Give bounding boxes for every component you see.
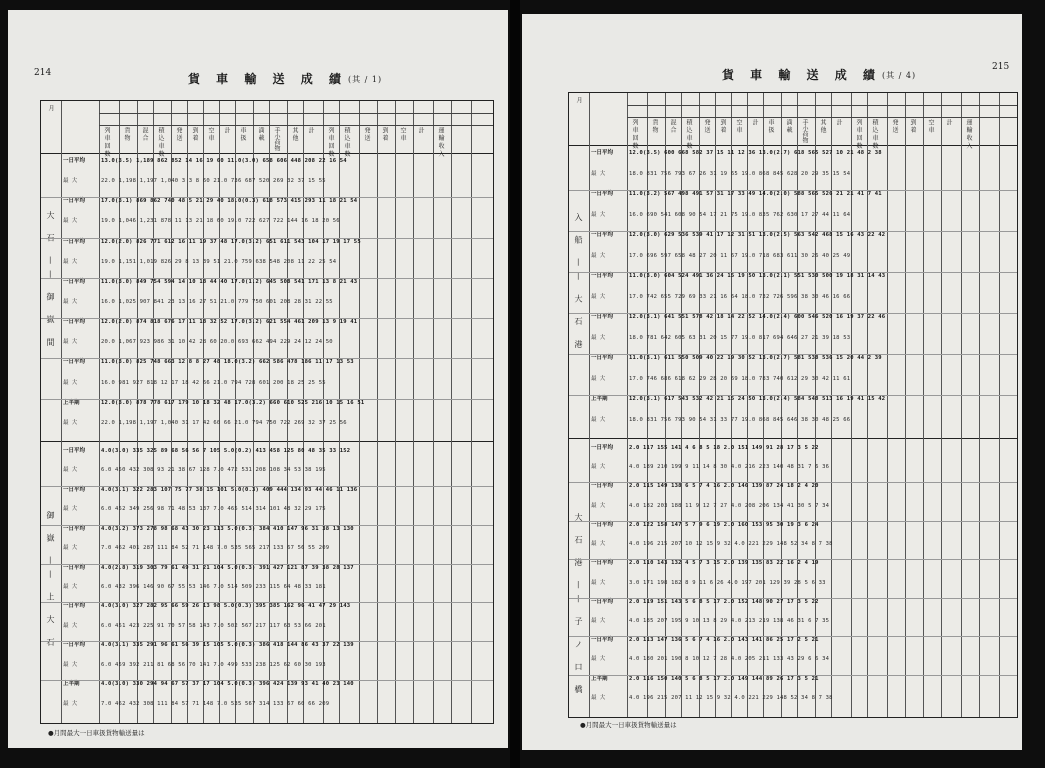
column-header: 満 載 [785, 119, 792, 133]
table-row [569, 482, 1017, 490]
table-row [569, 211, 1017, 219]
row-label: 最 大 [63, 584, 78, 590]
left-page [8, 10, 508, 748]
column-header: 空 車 [399, 127, 406, 141]
column-header: 貨 物 [123, 127, 130, 141]
table-row [41, 177, 493, 185]
row-label: 一日平均 [591, 483, 614, 490]
table-row [569, 694, 1017, 702]
row-values: 3.0 171 198 182 8 9 11 6 26 4.0 197 201 129 39 28 5 6 33 [629, 579, 826, 586]
row-rule [41, 399, 493, 400]
table-row [41, 505, 493, 513]
column-header: 到 着 [381, 127, 388, 141]
row-label: 一日平均 [591, 150, 614, 156]
table-row [569, 313, 1017, 321]
row-values: 2.0 122 158 147 5 7 9 6 19 2.0 160 153 95 30 19 3 6 24 [629, 521, 819, 528]
row-rule [41, 358, 493, 359]
table-row [569, 579, 1017, 587]
row-label: 一日平均 [591, 355, 614, 361]
row-rule [41, 278, 493, 279]
row-label: 最 大 [591, 375, 606, 382]
column-header: 其 他 [291, 127, 298, 141]
row-values: 11.0(3.0) 604 524 491 36 24 15 19 50 13.0(2.1) 551 530 500 19 18 31 14 43 [629, 273, 886, 279]
column-header: 積 込 車 数 [343, 127, 350, 157]
page-title: 貨 車 輸 送 成 績 [188, 72, 347, 86]
row-values: 2.0 110 143 132 4 5 7 3 15 2.0 139 135 83 22 16 2 4 19 [629, 560, 819, 567]
row-values: 2.0 113 147 136 5 6 7 4 16 2.0 143 141 86 25 17 2 5 21 [629, 637, 819, 644]
table-row [569, 231, 1017, 239]
row-rule [569, 521, 1017, 522]
row-rule [41, 564, 493, 565]
column-header: 発 送 [175, 127, 182, 141]
block-label: 御 嶽 —— 上 大 石 [46, 511, 55, 652]
row-label: 上半期 [591, 675, 608, 682]
column-header: 満 載 [257, 127, 264, 141]
table-row [41, 157, 493, 165]
column-header: 其 他 [819, 119, 826, 133]
row-values: 12.0(3.1) 641 551 578 42 18 14 22 52 14.0(2.4) 600 546 520 16 19 37 22 46 [629, 314, 886, 320]
table-row [569, 598, 1017, 606]
row-rule [569, 675, 1017, 676]
table-row [569, 502, 1017, 510]
row-values: 17.0(3.1) 869 862 740 48 5 21 29 40 18.0(0.3) 618 573 415 293 11 18 21 54 [101, 198, 358, 205]
row-values: 19.0 1,151 1,019 826 29 8 13 39 51 21.0 759 638 548 208 11 22 25 54 [101, 258, 337, 265]
row-label: 最 大 [63, 545, 78, 552]
row-label: 最 大 [63, 218, 78, 225]
row-rule [41, 197, 493, 198]
freight-table [568, 92, 1018, 718]
row-values: 11.0(3.0) 825 748 663 12 8 8 27 48 18.0(3.2) 662 586 478 186 11 17 13 53 [101, 359, 354, 366]
table-row [569, 617, 1017, 625]
row-label: 最 大 [591, 416, 606, 423]
row-label: 一日平均 [591, 521, 614, 528]
table-row [569, 395, 1017, 403]
column-header: 運 輸 收 入 [437, 127, 444, 157]
column-header: 到 着 [909, 119, 916, 133]
table-row [41, 564, 493, 572]
row-values: 4.0 185 207 195 9 10 13 8 29 4.0 213 219 138 46 31 6 7 35 [629, 617, 830, 624]
page-number: 215 [992, 62, 1010, 72]
row-values: 6.0 451 423 225 91 70 57 58 143 7.0 502 567 217 117 63 53 66 201 [101, 622, 326, 629]
column-header: 計 [751, 119, 758, 125]
row-label: 一日平均 [63, 238, 86, 245]
header-rule [99, 113, 493, 114]
table-row [41, 641, 493, 649]
column-header: 混 合 [669, 119, 676, 133]
row-label: 最 大 [591, 334, 606, 341]
row-label: 一日平均 [63, 486, 86, 493]
section-divider [569, 438, 1017, 439]
header-rule [627, 105, 1017, 106]
row-values: 4.0 196 215 207 10 12 15 9 32 4.0 221 229 148 52 34 8 7 38 [629, 541, 833, 548]
row-values: 2.0 115 149 138 6 5 7 4 16 2.0 146 139 87 24 18 2 4 20 [629, 483, 819, 490]
table-row [41, 358, 493, 366]
row-values: 16.0 981 927 818 12 17 18 42 66 21.0 794 728 601 200 18 25 25 55 [101, 379, 326, 386]
row-rule [569, 313, 1017, 314]
row-values: 6.0 459 392 211 81 68 56 70 141 7.0 499 533 238 125 62 60 30 193 [101, 661, 326, 668]
column-header: 積 込 車 数 [157, 127, 164, 157]
row-values: 4.0 189 210 199 9 11 14 8 30 4.0 216 223 140 48 31 7 6 36 [629, 464, 830, 471]
column-header: 混 合 [141, 127, 148, 141]
page-subtitle: (其 / 4) [882, 71, 917, 80]
column-header: 到 着 [191, 127, 198, 141]
row-values: 18.0 781 642 605 63 31 20 15 77 19.0 817 694 646 27 21 39 18 53 [629, 334, 851, 341]
row-label: 最 大 [63, 467, 78, 474]
row-label: 一日平均 [63, 642, 86, 649]
table-row [41, 622, 493, 630]
row-values: 6.0 432 396 146 90 67 55 53 146 7.0 514 509 233 115 64 48 33 181 [101, 584, 326, 590]
row-label: 最 大 [63, 379, 78, 386]
row-values: 17.0 746 686 618 62 29 28 20 69 18.0 783 740 612 29 30 42 11 61 [629, 375, 851, 382]
row-rule [569, 395, 1017, 396]
row-label: 一日平均 [63, 603, 86, 610]
table-row [569, 540, 1017, 548]
header-rule [99, 125, 493, 126]
table-row [41, 419, 493, 427]
row-values: 18.0 831 756 793 67 26 31 19 65 19.0 868 845 628 20 29 35 15 54 [629, 170, 851, 177]
row-label: 上半期 [591, 396, 608, 402]
table-row [41, 700, 493, 708]
row-label: 一日平均 [591, 445, 614, 451]
row-values: 11.0(3.0) 849 754 594 14 10 18 44 40 17.0(1.2) 645 508 541 171 13 8 21 43 [101, 278, 358, 285]
row-values: 11.0(3.1) 611 550 509 40 22 19 30 52 13.0(2.7) 581 538 536 15 20 44 2 39 [629, 355, 882, 361]
row-values: 16.0 1,025 907 841 23 13 16 27 51 21.0 779 750 601 208 28 31 22 55 [101, 299, 333, 305]
row-label: 最 大 [63, 700, 78, 707]
row-label: 最 大 [591, 170, 606, 177]
column-header: 運 輸 收 入 [965, 119, 972, 149]
table-row [569, 559, 1017, 567]
row-values: 11.0(3.2) 567 498 491 57 31 17 33 49 14.0(2.0) 588 565 526 21 21 41 7 41 [629, 191, 882, 197]
table-row [41, 258, 493, 266]
row-values: 4.0(3.1) 322 283 107 75 77 38 15 101 5.0(0.3) 409 444 134 93 44 46 11 136 [101, 486, 358, 493]
row-rule [569, 559, 1017, 560]
row-label: 一日平均 [591, 191, 614, 197]
table-row [41, 447, 493, 455]
row-values: 4.0(2.8) 319 303 79 61 49 31 21 104 5.0(0.3) 391 427 121 87 39 38 28 137 [101, 564, 354, 571]
row-label: 一日平均 [591, 637, 614, 644]
column-header: 列 車 回 数 [327, 127, 334, 157]
table-row [569, 416, 1017, 424]
row-label: 最 大 [591, 694, 606, 701]
column-header: 計 [835, 119, 842, 125]
row-values: 22.0 1,198 1,197 1,040 31 17 42 60 66 21.0 794 750 722 269 32 37 25 56 [101, 419, 347, 426]
block-label: 大 石 —— 御 嶽 間 [46, 211, 55, 352]
row-values: 13.0(3.5) 1,189 862 852 14 16 19 60 11.0(3.0) 658 606 448 208 22 16 54 [101, 158, 347, 164]
row-label: 一日平均 [591, 598, 614, 605]
row-rule [569, 272, 1017, 273]
column-header: 空 車 [927, 119, 934, 133]
row-label: 一日平均 [591, 314, 614, 320]
row-label: 最 大 [591, 252, 606, 259]
row-label: 最 大 [63, 661, 78, 668]
row-values: 18.0 831 756 793 90 54 31 33 77 19.0 868 845 646 38 30 48 25 66 [629, 416, 851, 423]
row-values: 4.0(3.0) 330 294 94 67 57 37 17 104 5.0(0.3) 396 424 139 93 41 40 23 140 [101, 681, 354, 688]
page-gutter [510, 0, 520, 768]
table-row [41, 298, 493, 306]
row-values: 12.0(3.0) 629 536 539 41 17 12 31 51 13.0(2.5) 563 542 468 15 16 43 22 42 [629, 232, 886, 238]
table-row [41, 544, 493, 552]
row-values: 22.0 1,198 1,197 1,040 3 3 8 60 21.0 736 687 520 269 32 37 15 55 [101, 178, 326, 185]
table-row [569, 334, 1017, 342]
row-label: 一日平均 [63, 525, 86, 532]
column-header: 手小荷物 [273, 127, 280, 151]
row-label: 最 大 [591, 502, 606, 509]
footnote: ●月間最大一日車扱貨物輸送量は [580, 721, 684, 729]
row-label: 一日平均 [63, 198, 86, 205]
column-header: 手小荷物 [801, 119, 808, 143]
row-label: 上半期 [63, 399, 80, 406]
row-label: 最 大 [63, 178, 78, 185]
table-row [569, 149, 1017, 157]
row-rule [569, 482, 1017, 483]
row-label: 最 大 [591, 617, 606, 624]
row-label: 一日平均 [63, 448, 86, 454]
row-values: 6.0 452 349 256 98 71 48 53 137 7.0 465 514 314 101 48 32 29 175 [101, 506, 326, 513]
row-rule [569, 190, 1017, 191]
row-values: 4.0(3.2) 373 278 98 68 43 30 23 113 5.0(0.3) 384 410 147 96 31 38 13 130 [101, 525, 354, 532]
row-label: 上半期 [63, 681, 80, 688]
row-values: 16.0 690 541 608 90 54 17 21 75 19.0 835 762 630 17 27 44 11 64 [629, 211, 851, 218]
right-page [522, 14, 1022, 750]
table-row [569, 170, 1017, 178]
table-row [569, 293, 1017, 301]
row-label: 最 大 [63, 258, 78, 265]
column-header: 車 扱 [767, 119, 774, 133]
row-values: 6.0 450 432 308 93 21 38 67 128 7.0 472 531 208 108 34 53 38 195 [101, 467, 326, 474]
table-row [569, 463, 1017, 471]
row-values: 19.0 1,046 1,231 878 11 13 21 18 60 19.0 722 627 722 144 16 18 20 56 [101, 218, 340, 225]
row-values: 2.0 119 151 143 5 6 8 5 17 2.0 152 148 90 27 17 3 5 22 [629, 598, 819, 605]
row-values: 2.0 117 155 141 4 6 8 5 18 2.0 151 149 91 28 17 3 5 22 [629, 445, 819, 451]
row-values: 4.0(3.0) 327 282 95 66 59 26 13 98 5.0(0.3) 395 385 162 96 41 47 29 143 [101, 603, 351, 610]
table-row [41, 661, 493, 669]
column-header: 月 [575, 97, 582, 103]
column-header: 計 [417, 127, 424, 133]
row-values: 4.0(3.1) 335 291 96 61 56 39 15 105 5.0(0.3) 386 418 144 86 43 37 22 139 [101, 642, 354, 649]
row-values: 17.0 696 597 658 48 27 20 11 67 19.0 718 683 611 30 26 40 25 49 [629, 252, 851, 259]
row-label: 最 大 [591, 656, 606, 663]
table-row [569, 675, 1017, 683]
section-divider [41, 441, 493, 442]
row-rule [41, 680, 493, 681]
column-header: 計 [223, 127, 230, 133]
table-row [41, 338, 493, 346]
row-label: 最 大 [63, 299, 78, 305]
header-rule [627, 117, 1017, 118]
table-row [569, 354, 1017, 362]
table-row [569, 521, 1017, 529]
column-header: 発 送 [891, 119, 898, 133]
table-row [41, 602, 493, 610]
row-label: 最 大 [591, 464, 606, 471]
column-header: 到 着 [719, 119, 726, 133]
row-values: 17.0 742 655 729 69 33 21 16 64 18.0 732 726 596 38 30 46 16 66 [629, 293, 851, 300]
row-label: 最 大 [591, 541, 606, 548]
table-row [41, 466, 493, 474]
page-title: 貨 車 輸 送 成 績 [722, 68, 881, 82]
row-label: 最 大 [63, 419, 78, 426]
column-header: 月 [47, 105, 54, 111]
block-label: 大 石 港 —— 子 ノ 口 橋 [574, 513, 583, 699]
table-row [569, 272, 1017, 280]
table-row [41, 486, 493, 494]
row-label: 最 大 [591, 211, 606, 218]
row-values: 12.0(3.0) 878 778 617 179 10 18 32 48 17.0(3.2) 660 610 525 216 10 15 16 51 [101, 399, 365, 406]
row-values: 12.0(3.5) 600 668 582 37 15 11 12 36 13.0(2.7) 618 565 527 10 21 48 2 38 [629, 150, 882, 156]
row-label: 一日平均 [591, 560, 614, 567]
freight-table [40, 100, 494, 724]
row-values: 2.0 116 150 140 5 6 8 5 17 2.0 149 144 89 26 17 3 5 21 [629, 675, 819, 682]
row-label: 最 大 [591, 579, 606, 586]
row-rule [41, 238, 493, 239]
page-subtitle: (其 / 1) [348, 75, 383, 84]
column-header: 列 車 回 数 [855, 119, 862, 149]
row-values: 20.0 1,067 923 986 31 10 42 28 60 20.0 693 662 494 229 24 12 24 50 [101, 339, 333, 346]
table-row [569, 190, 1017, 198]
block-label: 入 船 —— 大 石 港 [574, 213, 583, 354]
column-header: 列 車 回 数 [631, 119, 638, 149]
row-label: 一日平均 [63, 564, 86, 571]
row-values: 12.0(2.0) 874 818 676 17 11 18 32 52 17.0(3.2) 621 554 461 209 13 9 19 41 [101, 319, 358, 326]
page-number: 214 [34, 68, 52, 78]
row-values: 4.0 196 215 207 11 12 15 9 32 4.0 221 229 148 52 34 8 7 38 [629, 694, 833, 701]
column-header: 貨 物 [651, 119, 658, 133]
column-header: 発 送 [363, 127, 370, 141]
row-label: 一日平均 [63, 359, 86, 366]
row-label: 一日平均 [591, 273, 614, 279]
row-rule [41, 486, 493, 487]
table-row [569, 375, 1017, 383]
row-label: 一日平均 [63, 319, 86, 326]
column-header: 空 車 [207, 127, 214, 141]
row-label: 最 大 [63, 622, 78, 629]
table-row [41, 583, 493, 591]
column-header: 積 込 車 数 [871, 119, 878, 149]
table-row [41, 197, 493, 205]
footnote: ●月間最大一日車扱貨物輸送量は [48, 729, 152, 737]
row-values: 7.0 462 432 308 111 84 57 71 148 7.0 535 567 314 133 67 60 66 209 [101, 700, 330, 707]
row-label: 一日平均 [63, 278, 86, 285]
row-rule [41, 525, 493, 526]
row-label: 最 大 [591, 293, 606, 300]
table-row [41, 525, 493, 533]
row-rule [41, 602, 493, 603]
table-row [41, 318, 493, 326]
table-row [41, 217, 493, 225]
row-values: 4.0 182 203 188 11 9 12 7 27 4.0 208 206 134 41 30 5 7 34 [629, 502, 830, 509]
row-rule [569, 354, 1017, 355]
table-row [41, 680, 493, 688]
table-row [41, 238, 493, 246]
column-header: 列 車 回 数 [103, 127, 110, 157]
row-values: 4.0(3.0) 335 325 89 68 56 56 7 105 5.0(0.2) 413 458 125 80 48 35 33 152 [101, 448, 351, 454]
table-row [569, 655, 1017, 663]
row-values: 12.0(3.1) 617 543 532 42 21 15 24 50 13.0(2.4) 584 548 513 16 19 41 15 42 [629, 396, 886, 402]
row-rule [41, 318, 493, 319]
row-label: 一日平均 [63, 158, 86, 164]
table-row [41, 278, 493, 286]
column-header: 車 扱 [239, 127, 246, 141]
row-rule [569, 231, 1017, 232]
table-row [41, 399, 493, 407]
column-header: 積 込 車 数 [685, 119, 692, 149]
row-values: 4.0 180 201 190 8 10 12 7 28 4.0 205 211 133 43 29 6 6 34 [629, 656, 830, 663]
column-header: 空 車 [735, 119, 742, 133]
row-label: 最 大 [63, 339, 78, 346]
row-rule [569, 598, 1017, 599]
table-row [569, 252, 1017, 260]
column-header: 計 [307, 127, 314, 133]
row-label: 一日平均 [591, 232, 614, 238]
row-label: 最 大 [63, 506, 78, 513]
column-header: 発 送 [703, 119, 710, 133]
column-header: 計 [945, 119, 952, 125]
table-row [41, 379, 493, 387]
table-row [569, 444, 1017, 452]
row-values: 7.0 462 401 287 111 84 52 71 148 7.0 535 565 217 133 67 56 55 209 [101, 545, 330, 552]
row-values: 12.0(2.0) 826 771 612 16 11 19 37 48 17.0(3.2) 651 611 543 104 17 19 17 55 [101, 238, 361, 245]
row-rule [41, 641, 493, 642]
row-rule [569, 636, 1017, 637]
table-row [569, 636, 1017, 644]
